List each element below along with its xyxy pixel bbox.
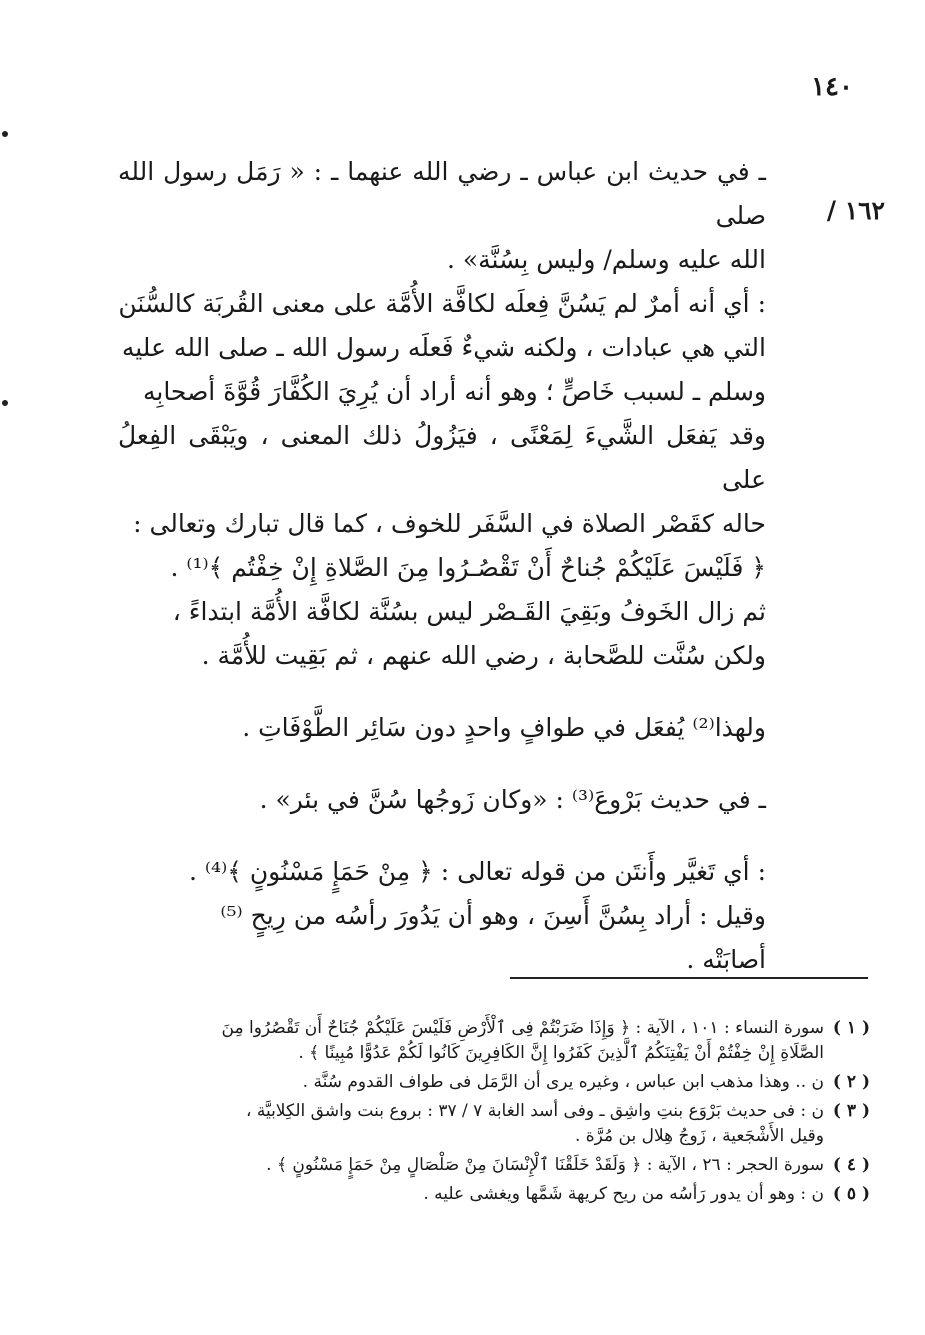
footnote <box>118 1182 870 1207</box>
main-text <box>118 150 766 982</box>
text-line: الله عليه وسلم/ وليس بِسُنَّة» . <box>446 245 766 274</box>
page-number: ١٤٠ <box>811 72 853 102</box>
text-line: وقيل : أراد بِسُنَّ أَسِنَ ، وهو أن يَدُورَ رأسُه من رِيحٍ ⁽⁵⁾ <box>220 901 766 930</box>
footnote-line: وقيل الأَشْجَعية ، زَوجُ هِلال بن مُرَّة . <box>574 1126 824 1146</box>
margin-dot <box>2 131 8 137</box>
footnote-line: الصَّلَاةِ إِنْ خِفْتُمْ أَنْ يَفْتِنَكُمُ ٱلَّذِينَ كَفَرُوا إِنَّ الكَافِرِينَ كَانُوا لَكُمْ عَدُوًّا مُبِينًا ﴾ . <box>298 1043 824 1063</box>
footnote-line: ن : وهو أن يدور رَأسُه من ريح كريهة شَمَّها ويغشى عليه . <box>423 1184 824 1204</box>
text-line: وقد يَفعَل الشَّيءَ لِمَعْنًى ، فيَزُولُ ذلك المعنى ، ويَبْقَى الفِعلُ على <box>118 421 766 494</box>
footnote-number: ( ٣ ) <box>832 1101 870 1121</box>
footnote <box>118 1016 870 1066</box>
footnote-number: ( ٢ ) <box>832 1072 870 1092</box>
footnote-number: ( ٥ ) <box>832 1184 870 1204</box>
footnote-text <box>118 1153 824 1178</box>
footnote-line: ن : فى حديث بَرْوَع بنتِ واشِق ـ وفى أسد الغابة ٧ / ٣٧ : بروع بنت واشق الكِلابيَّة ، <box>245 1101 824 1121</box>
margin-dot <box>2 400 8 406</box>
footnote <box>118 1070 870 1095</box>
footnote-separator <box>510 977 868 979</box>
text-line: وسلم ـ لسبب خَاصٍّ ؛ وهو أنه أراد أن يُرِيَ الكُفَّارَ قُوَّةَ أصحابِه <box>142 377 766 406</box>
text-line: : أي تَغيَّر وأَنتَن من قوله تعالى : ﴿ مِنْ حَمَإٍ مَسْنُونٍ ﴾⁽⁴⁾ . <box>189 857 766 886</box>
text-line: ولكن سُنَّت للصَّحابة ، رضي الله عنهم ، ثم بَقِيت للأُمَّة . <box>201 641 766 670</box>
margin-reference: ١٦٢ / <box>826 196 885 225</box>
text-line: حاله كقَصْر الصلاة في السَّفَر للخوف ، كما قال تبارك وتعالى : <box>133 509 766 538</box>
footnote-line: سورة الحجر : ٢٦ ، الآية : ﴿ وَلَقَدْ خَلَقْنَا ٱلْإِنْسَانَ مِنْ صَلْصَالٍ مِنْ حَمَإٍ مَسْنُونٍ ﴾ . <box>266 1155 824 1175</box>
paragraph <box>118 150 766 282</box>
paragraph <box>118 850 766 982</box>
footnote-text <box>118 1070 824 1095</box>
text-line: ﴿ فَلَيْسَ عَلَيْكُمْ جُناحٌ أَنْ تَقْصُـرُوا مِنَ الصَّلاةِ إِنْ خِفْتُم ﴾⁽¹⁾ . <box>170 553 766 582</box>
footnote <box>118 1153 870 1178</box>
paragraph <box>118 282 766 678</box>
footnote-text <box>118 1182 824 1207</box>
footnotes <box>118 1016 870 1211</box>
text-line: التي هي عبادات ، ولكنه شيءٌ فَعلَه رسول الله ـ صلى الله عليه <box>121 333 766 362</box>
footnote-line: سورة النساء : ١٠١ ، الآية : ﴿ وَإِذَا ضَرَبْتُمْ فِى ٱلْأَرْضِ فَلَيْسَ عَلَيْكُمْ جُنَاحٌ أَن تَقْصُرُوا مِنَ <box>221 1018 824 1038</box>
text-line: ثم زال الخَوفُ وبَقِيَ القَـصْر ليس بسُنَّة لكافَّة الأُمَّة ابتداءً ، <box>172 597 766 626</box>
footnote-text <box>118 1016 824 1066</box>
footnote-line: ن .. وهذا مذهب ابن عباس ، وغيره يرى أن الرَّمَل فى طواف القدوم سُنَّة . <box>302 1072 824 1092</box>
text-line: ولهذا⁽²⁾ يُفعَل في طوافٍ واحدٍ دون سَائِر الطَّوْفَاتِ . <box>242 713 766 742</box>
footnote-text <box>118 1099 824 1149</box>
text-line: ـ في حديث بَرْوعَ⁽³⁾ : «وكان زَوجُها سُنَّ في بئر» . <box>259 785 766 814</box>
footnote-number: ( ٤ ) <box>832 1155 870 1175</box>
paragraph <box>118 706 766 750</box>
paragraph <box>118 778 766 822</box>
footnote <box>118 1099 870 1149</box>
text-line: : أي أنه أمرٌ لم يَسُنَّ فِعلَه لكافَّة الأُمَّة على معنى القُربَة كالسُّنَن <box>118 289 766 318</box>
text-line: أصابَتْه . <box>686 945 766 974</box>
text-line: ـ في حديث ابن عباس ـ رضي الله عنهما ـ : « رَمَل رسول الله صلى <box>118 157 766 230</box>
footnote-number: ( ١ ) <box>832 1018 870 1038</box>
